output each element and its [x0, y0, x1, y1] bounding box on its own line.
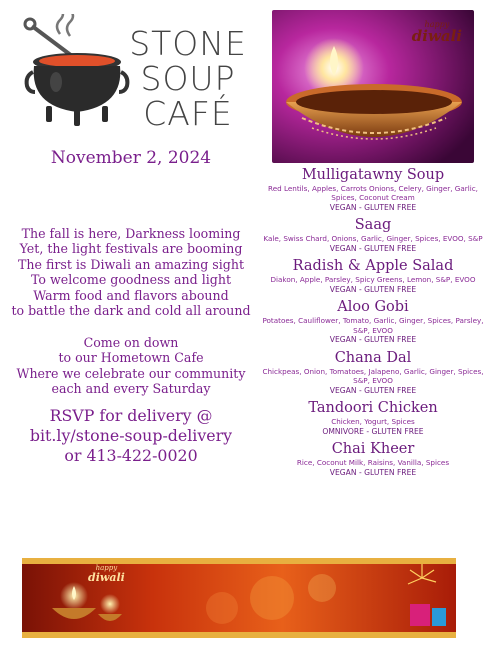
header-diwali-text: diwali [411, 27, 462, 45]
banner-happy-text: happy [95, 564, 118, 572]
diwali-lamp-image [272, 10, 474, 163]
menu-item [262, 298, 484, 344]
invite-line: Come on down [83, 335, 179, 350]
invite-line: Where we celebrate our community [16, 365, 246, 381]
menu-item-desc: Red Lentils, Apples, Carrots Onions, Celery, Ginger, Garlic, Spices, Coconut Cream [268, 184, 478, 203]
menu-item-name: Chai Kheer [331, 441, 415, 458]
menu-item-desc: Diakon, Apple, Parsley, Spicy Greens, Lemon, S&P, EVOO [270, 275, 476, 285]
menu-item-tag: VEGAN - GLUTEN FREE [329, 243, 417, 253]
menu-item-tag: VEGAN - GLUTEN FREE [329, 335, 417, 345]
poem-line: Warm food and flavors abound [33, 287, 229, 303]
invitation [0, 335, 262, 397]
menu-item-tag: VEGAN - GLUTEN FREE [329, 202, 417, 212]
menu-item-name: Chana Dal [334, 349, 412, 366]
menu-item [262, 257, 484, 294]
menu-item-desc: Chicken, Yogurt, Spices [331, 417, 415, 427]
menu-item-desc: Potatoes, Cauliflower, Tomato, Garlic, Ginger, Spices, Parsley, S&P, EVOO [262, 316, 484, 335]
invite-line: to our Hometown Cafe [58, 350, 204, 366]
menu-item [262, 440, 484, 477]
menu-item [262, 349, 484, 395]
menu-item-desc: Kale, Swiss Chard, Onions, Garlic, Ginger, Spices, EVOO, S&P [263, 234, 483, 244]
menu-list [262, 166, 484, 481]
menu-item [262, 166, 484, 212]
menu-item-name: Tandoori Chicken [308, 400, 438, 417]
cauldron-icon [22, 14, 132, 134]
poem-line: to battle the dark and cold all around [11, 303, 251, 319]
menu-item [262, 399, 484, 436]
event-date: November 2, 2024 [50, 148, 212, 168]
poem-line: The fall is here, Darkness looming [21, 226, 241, 241]
rsvp-heading: RSVP for delivery @ [49, 406, 213, 425]
cafe-name [118, 26, 258, 131]
menu-item-tag: VEGAN - GLUTEN FREE [329, 284, 417, 294]
menu-item-name: Radish & Apple Salad [292, 258, 454, 275]
rsvp-phone: or 413-422-0020 [64, 446, 198, 465]
banner-diwali-text: diwali [88, 571, 125, 584]
poem-line: Yet, the light festivals are booming [19, 241, 243, 257]
menu-item-tag: OMNIVORE - GLUTEN FREE [322, 426, 424, 436]
brand-line-2: SOUP [140, 59, 236, 98]
menu-item-tag: VEGAN - GLUTEN FREE [329, 385, 417, 395]
brand-line-1: STONE [129, 24, 247, 63]
poem [0, 226, 262, 318]
menu-item-desc: Chickpeas, Onion, Tomatoes, Jalapeno, Garlic, Ginger, Spices, S&P, EVOO [262, 366, 484, 386]
rsvp-link[interactable]: bit.ly/stone-soup-delivery [29, 426, 233, 445]
invite-line: each and every Saturday [51, 381, 211, 397]
diwali-banner-image [22, 558, 456, 638]
poem-line: To welcome goodness and light [30, 272, 232, 288]
brand-line-3: CAFÉ [143, 94, 233, 133]
menu-item-name: Mulligatawny Soup [301, 167, 445, 183]
poem-line: The first is Diwali an amazing sight [17, 256, 245, 272]
menu-item-name: Aloo Gobi [337, 299, 409, 316]
rsvp-block [0, 406, 262, 466]
menu-item-desc: Rice, Coconut Milk, Raisins, Vanilla, Spices [296, 458, 450, 468]
menu-item-name: Saag [354, 217, 392, 234]
menu-item [262, 216, 484, 253]
menu-item-tag: VEGAN - GLUTEN FREE [329, 467, 417, 477]
header-happy-text: happy [424, 20, 450, 29]
